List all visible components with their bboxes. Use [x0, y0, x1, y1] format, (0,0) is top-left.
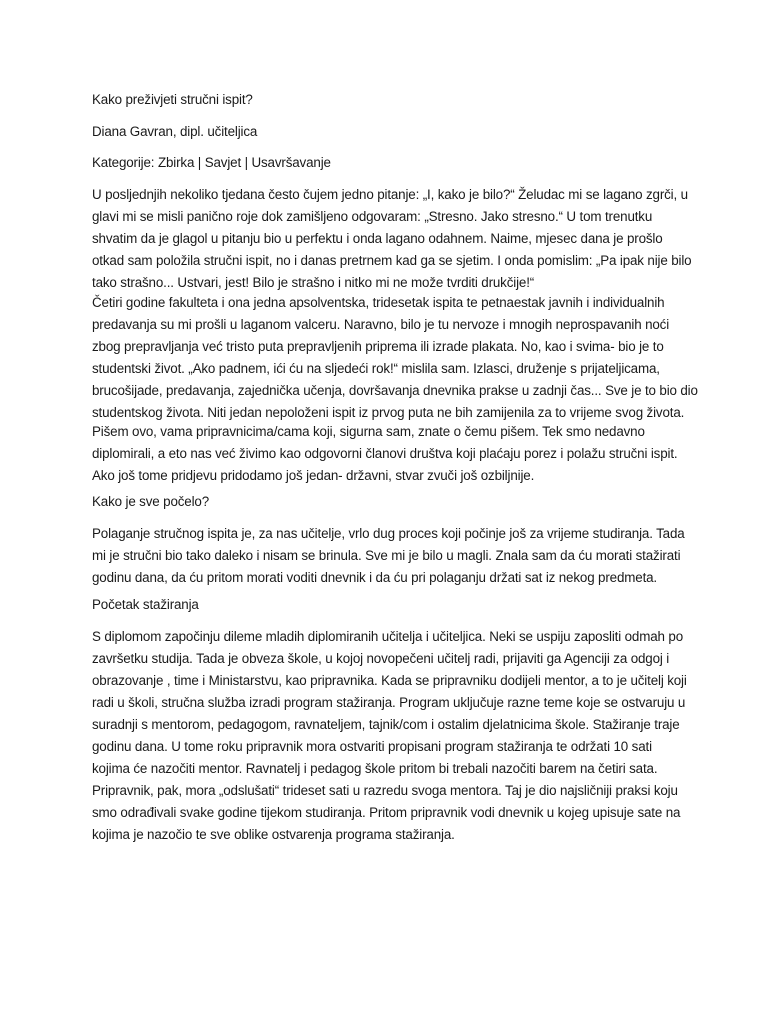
section-heading-1 [92, 491, 712, 513]
paragraph-line: studentskog života. Niti jedan nepoloženi ispit iz prvog puta ne bih zamijenila za to vrijeme svog života. [92, 405, 685, 420]
section-heading-2 [92, 594, 712, 616]
paragraph-line: U posljednjih nekoliko tjedana često čujem jedno pitanje: „I, kako je bilo?“ Želudac mi se lagano zgrči, u [92, 187, 688, 202]
paragraph-line: diplomirali, a eto nas već živimo kao odgovorni članovi društva koji plaćaju porez i polažu stručni ispit. [92, 446, 678, 461]
paragraph-line: godinu dana. U tome roku pripravnik mora ostvariti propisani program stažiranja te održati 10 sati [92, 739, 652, 754]
paragraph-line: studentski život. „Ako padnem, ići ću na sljedeći rok!“ mislila sam. Izlasci, druženje s prijateljicama, [92, 361, 660, 376]
paragraph-4 [92, 523, 712, 589]
paragraph-line: Četiri godine fakulteta i ona jedna apsolventska, tridesetak ispita te petnaestak javnih i individualnih [92, 295, 665, 310]
paragraph-line: završetku studija. Tada je obveza škole, u kojoj novopečeni učitelj radi, prijaviti ga Agenciji za odgoj i [92, 651, 670, 666]
paragraph-5 [92, 626, 712, 846]
paragraph-line: glavi mi se misli panično roje dok zamišljeno odgovaram: „Stresno. Jako stresno.“ U tom trenutku [92, 209, 653, 224]
document-title [92, 89, 712, 111]
paragraph-line: otkad sam položila stručni ispit, no i danas pretrnem kad ga se sjetim. I onda pomislim: „Pa ipak nije bilo [92, 253, 692, 268]
document-author [92, 121, 712, 143]
paragraph-line: S diplomom započinju dileme mladih diplomiranih učitelja i učiteljica. Neki se uspiju zaposliti odmah po [92, 629, 683, 644]
paragraph-line: Pripravnik, pak, mora „odslušati“ trideset sati u razredu svoga mentora. Taj je dio najsličniji praksi koju [92, 783, 678, 798]
paragraph-line: Pišem ovo, vama pripravnicima/cama koji, sigurna sam, znate o čemu pišem. Tek smo nedavno [92, 424, 645, 439]
categories-text: Kategorije: Zbirka | Savjet | Usavršavanje [92, 155, 331, 170]
paragraph-line: shvatim da je glagol u pitanju bio u perfektu i onda lagano odahnem. Naime, mjesec dana je prošlo [92, 231, 663, 246]
paragraph-line: Ako još tome pridjevu pridodamo još jedan- državni, stvar zvuči još ozbiljnije. [92, 468, 535, 483]
paragraph-line: kojima će nazočiti mentor. Ravnatelj i pedagog škole pritom bi trebali nazočiti barem na četiri sata. [92, 761, 658, 776]
paragraph-line: obrazovanje , time i Ministarstvu, kao pripravnika. Kada se pripravniku dodijeli mentor, a to je učitelj koji [92, 673, 687, 688]
paragraph-3 [92, 421, 712, 487]
paragraph-line: kojima je nazočio te sve oblike ostvarenja programa stažiranja. [92, 827, 455, 842]
paragraph-line: predavanja su mi prošli u laganom valceru. Naravno, bilo je tu nervoze i mnogih neprospavanih noći [92, 317, 670, 332]
paragraph-2 [92, 292, 712, 424]
heading-text: Kako je sve počelo? [92, 494, 209, 509]
paragraph-line: zbog prepravljanja već tristo puta prepravljenih priprema ili izrade plakata. No, kao i svima- bio je to [92, 339, 664, 354]
author-text: Diana Gavran, dipl. učiteljica [92, 124, 258, 139]
paragraph-line: brucošijade, predavanja, zajednička učenja, dovršavanja dnevnika prakse u zadnji čas... Sve je to bio dio [92, 383, 698, 398]
paragraph-line: radi u školi, stručna služba izradi program stažiranja. Program uključuje razne teme koje se ostvaruju u [92, 695, 686, 710]
paragraph-line: Polaganje stručnog ispita je, za nas učitelje, vrlo dug proces koji počinje još za vrijeme studiranja. Tada [92, 526, 685, 541]
document-categories [92, 152, 712, 174]
paragraph-line: suradnji s mentorom, pedagogom, ravnateljem, tajnik/com i ostalim djelatnicima škole. Stažiranje traje [92, 717, 680, 732]
paragraph-line: godinu dana, da ću pritom morati voditi dnevnik i da ću pri polaganju držati sat iz nekog predmeta. [92, 570, 658, 585]
title-text: Kako preživjeti stručni ispit? [92, 92, 253, 107]
paragraph-line: mi je stručni bio tako daleko i nisam se brinula. Sve mi je bilo u magli. Znala sam da ću morati stažirati [92, 548, 681, 563]
heading-text: Početak stažiranja [92, 597, 199, 612]
paragraph-line: tako strašno... Ustvari, jest! Bilo je strašno i nitko mi ne može tvrditi drukčije!“ [92, 275, 535, 290]
paragraph-1 [92, 184, 712, 294]
paragraph-line: smo odrađivali svake godine tijekom studiranja. Pritom pripravnik vodi dnevnik u kojeg upisuje sate na [92, 805, 681, 820]
